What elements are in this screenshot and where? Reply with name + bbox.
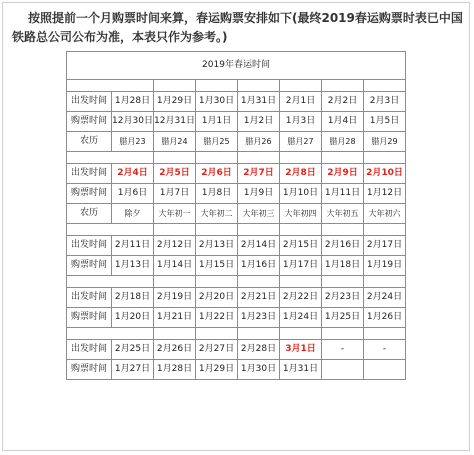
buy-cell: 1月20日 <box>112 308 154 328</box>
spacer-cell <box>112 80 154 92</box>
lunar-row <box>67 132 406 152</box>
depart-cell: 2月25日 <box>112 340 154 360</box>
spring-festival-schedule-table <box>66 51 406 380</box>
depart-cell: 2月10日 <box>364 164 406 184</box>
spacer-cell <box>238 276 280 288</box>
spacer-cell <box>154 80 196 92</box>
depart-cell: 2月9日 <box>322 164 364 184</box>
spacer-cell <box>322 328 364 340</box>
spacer-cell <box>238 80 280 92</box>
lunar-label: 农历 <box>67 132 112 152</box>
depart-cell: 2月3日 <box>364 92 406 112</box>
lunar-cell: 大年初二 <box>196 204 238 224</box>
buy-cell: 1月11日 <box>322 184 364 204</box>
lunar-cell: 腊月26 <box>238 132 280 152</box>
spacer-cell <box>112 276 154 288</box>
spacer-cell <box>67 328 112 340</box>
depart-cell: 2月27日 <box>196 340 238 360</box>
depart-cell: 1月28日 <box>112 92 154 112</box>
spacer-cell <box>280 224 322 236</box>
lunar-cell: 大年初五 <box>322 204 364 224</box>
depart-cell: 2月22日 <box>280 288 322 308</box>
buy-cell: 12月30日 <box>112 112 154 132</box>
buy-row <box>67 360 406 380</box>
buy-cell: 1月27日 <box>112 360 154 380</box>
lunar-cell: 大年初一 <box>154 204 196 224</box>
spacer-cell <box>280 80 322 92</box>
lunar-cell: 腊月27 <box>280 132 322 152</box>
buy-cell: 12月31日 <box>154 112 196 132</box>
lunar-cell: 腊月23 <box>112 132 154 152</box>
buy-cell: 1月2日 <box>238 112 280 132</box>
spacer-cell <box>280 152 322 164</box>
spacer-cell <box>67 80 112 92</box>
depart-cell: 2月19日 <box>154 288 196 308</box>
depart-cell: 2月14日 <box>238 236 280 256</box>
depart-cell: 3月1日 <box>280 340 322 360</box>
depart-label: 出发时间 <box>67 288 112 308</box>
buy-cell: 1月1日 <box>196 112 238 132</box>
buy-row <box>67 256 406 276</box>
depart-cell: 2月16日 <box>322 236 364 256</box>
lunar-cell: 大年初六 <box>364 204 406 224</box>
buy-cell: 1月13日 <box>112 256 154 276</box>
buy-label: 购票时间 <box>67 184 112 204</box>
depart-label: 出发时间 <box>67 236 112 256</box>
depart-cell: 1月31日 <box>238 92 280 112</box>
buy-cell: 1月9日 <box>238 184 280 204</box>
buy-row <box>67 308 406 328</box>
depart-cell: 2月1日 <box>280 92 322 112</box>
spacer-cell <box>112 152 154 164</box>
depart-cell: 2月7日 <box>238 164 280 184</box>
table-title: 2019年春运时间 <box>67 52 406 80</box>
block-spacer <box>67 328 406 340</box>
spacer-cell <box>154 224 196 236</box>
depart-cell: 2月21日 <box>238 288 280 308</box>
buy-cell: 1月10日 <box>280 184 322 204</box>
spacer-cell <box>238 328 280 340</box>
spacer-cell <box>112 224 154 236</box>
buy-cell: 1月28日 <box>154 360 196 380</box>
spacer-cell <box>322 276 364 288</box>
buy-cell: 1月14日 <box>154 256 196 276</box>
lunar-cell: 腊月25 <box>196 132 238 152</box>
depart-row <box>67 92 406 112</box>
depart-cell: 2月6日 <box>196 164 238 184</box>
spacer-cell <box>364 224 406 236</box>
buy-label: 购票时间 <box>67 112 112 132</box>
depart-cell: 2月18日 <box>112 288 154 308</box>
spacer-cell <box>196 224 238 236</box>
buy-cell: 1月31日 <box>280 360 322 380</box>
spacer-cell <box>364 328 406 340</box>
depart-cell: 1月30日 <box>196 92 238 112</box>
spacer-cell <box>154 276 196 288</box>
buy-cell: 1月30日 <box>238 360 280 380</box>
spacer-cell <box>67 276 112 288</box>
spacer-cell <box>322 224 364 236</box>
lunar-label: 农历 <box>67 204 112 224</box>
spacer-cell <box>196 328 238 340</box>
spacer-cell <box>364 80 406 92</box>
buy-cell: 1月6日 <box>112 184 154 204</box>
spacer-cell <box>280 276 322 288</box>
lunar-cell: 腊月28 <box>322 132 364 152</box>
depart-label: 出发时间 <box>67 340 112 360</box>
depart-row <box>67 340 406 360</box>
depart-cell: 2月23日 <box>322 288 364 308</box>
depart-row <box>67 236 406 256</box>
buy-cell: 1月5日 <box>364 112 406 132</box>
depart-cell: 2月13日 <box>196 236 238 256</box>
buy-cell: 1月29日 <box>196 360 238 380</box>
lunar-row <box>67 204 406 224</box>
buy-cell: 1月4日 <box>322 112 364 132</box>
lunar-cell: 大年初四 <box>280 204 322 224</box>
buy-label: 购票时间 <box>67 308 112 328</box>
spacer-cell <box>196 80 238 92</box>
depart-cell: 2月5日 <box>154 164 196 184</box>
lunar-cell: 腊月29 <box>364 132 406 152</box>
spacer-cell <box>280 328 322 340</box>
block-spacer <box>67 80 406 92</box>
spacer-cell <box>364 276 406 288</box>
buy-row <box>67 184 406 204</box>
spacer-cell <box>67 152 112 164</box>
table-title-row <box>67 52 406 80</box>
buy-cell: 1月7日 <box>154 184 196 204</box>
depart-cell: 2月4日 <box>112 164 154 184</box>
buy-cell: 1月15日 <box>196 256 238 276</box>
buy-row <box>67 112 406 132</box>
buy-label: 购票时间 <box>67 256 112 276</box>
depart-cell: 2月28日 <box>238 340 280 360</box>
buy-cell: 1月24日 <box>280 308 322 328</box>
depart-row <box>67 164 406 184</box>
buy-cell: 1月18日 <box>322 256 364 276</box>
buy-cell: 1月19日 <box>364 256 406 276</box>
buy-cell: 1月3日 <box>280 112 322 132</box>
depart-label: 出发时间 <box>67 164 112 184</box>
buy-cell: 1月17日 <box>280 256 322 276</box>
depart-row <box>67 288 406 308</box>
depart-cell: 2月20日 <box>196 288 238 308</box>
spacer-cell <box>154 152 196 164</box>
spacer-cell <box>154 328 196 340</box>
spacer-cell <box>196 276 238 288</box>
depart-cell: 1月29日 <box>154 92 196 112</box>
depart-cell: 2月2日 <box>322 92 364 112</box>
buy-cell: 1月12日 <box>364 184 406 204</box>
depart-cell: 2月15日 <box>280 236 322 256</box>
buy-cell: 1月21日 <box>154 308 196 328</box>
buy-cell: 1月26日 <box>364 308 406 328</box>
buy-label: 购票时间 <box>67 360 112 380</box>
buy-cell: 1月25日 <box>322 308 364 328</box>
depart-cell: 2月26日 <box>154 340 196 360</box>
spacer-cell <box>67 224 112 236</box>
spacer-cell <box>364 152 406 164</box>
buy-cell: 1月22日 <box>196 308 238 328</box>
spacer-cell <box>322 80 364 92</box>
lunar-cell: 除夕 <box>112 204 154 224</box>
depart-cell: 2月24日 <box>364 288 406 308</box>
spacer-cell <box>238 152 280 164</box>
block-spacer <box>67 276 406 288</box>
depart-cell: 2月11日 <box>112 236 154 256</box>
buy-cell: 1月23日 <box>238 308 280 328</box>
spacer-cell <box>112 328 154 340</box>
spacer-cell <box>322 152 364 164</box>
lunar-cell: 腊月24 <box>154 132 196 152</box>
depart-cell: - <box>364 340 406 360</box>
depart-label: 出发时间 <box>67 92 112 112</box>
depart-cell: 2月12日 <box>154 236 196 256</box>
block-spacer <box>67 224 406 236</box>
intro-text: 按照提前一个月购票时间来算，春运购票安排如下(最终2019春运购票时表已中国铁路总公司公布为准，本表只作为参考。) <box>12 11 463 44</box>
spacer-cell <box>196 152 238 164</box>
depart-cell: 2月8日 <box>280 164 322 184</box>
spacer-cell <box>238 224 280 236</box>
buy-cell <box>322 360 364 380</box>
depart-cell: 2月17日 <box>364 236 406 256</box>
lunar-cell: 大年初三 <box>238 204 280 224</box>
depart-cell: - <box>322 340 364 360</box>
buy-cell: 1月16日 <box>238 256 280 276</box>
block-spacer <box>67 152 406 164</box>
buy-cell <box>364 360 406 380</box>
buy-cell: 1月8日 <box>196 184 238 204</box>
